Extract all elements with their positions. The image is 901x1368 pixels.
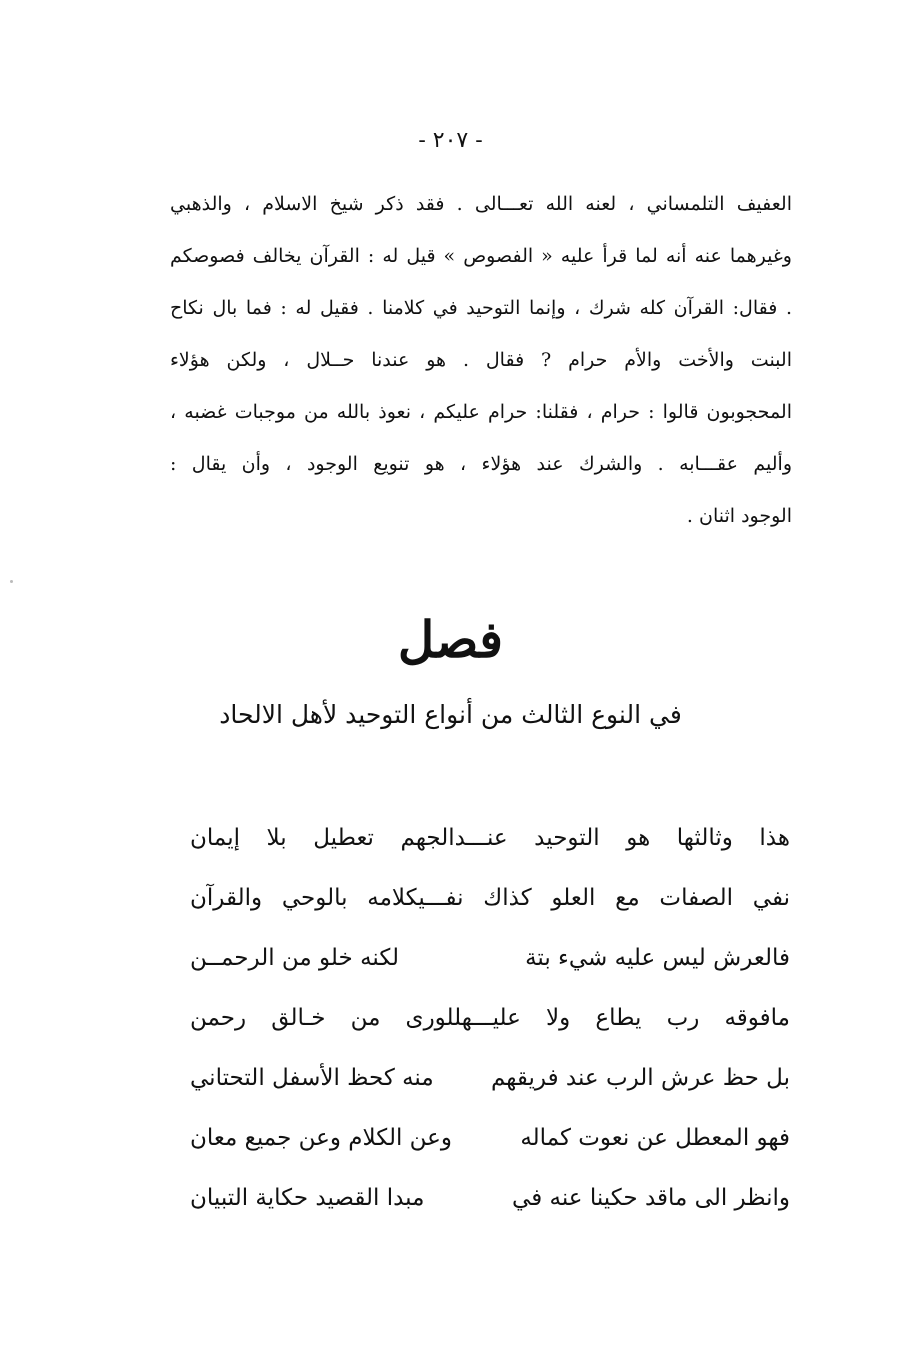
- section-subheading: في النوع الثالث من أنواع التوحيد لأهل الالحاد: [219, 700, 682, 729]
- verse-first-hemistich: هذا وثالثها هو التوحيد عنـــد: [454, 825, 790, 851]
- prose-line: وأليم عقـــابه . والشرك عند هؤلاء ، هو تنويع الوجود ، وأن يقال :: [170, 453, 792, 475]
- verse-first-hemistich: بل حظ عرش الرب عند فريقهم: [490, 1065, 790, 1091]
- prose-line: . فقال: القرآن كله شرك ، وإنما التوحيد في كلامنا . فقيل له : فما بال نكاح: [170, 297, 792, 319]
- verse-first-hemistich: فهو المعطل عن نعوت كماله: [520, 1125, 790, 1151]
- scan-speck: [10, 580, 13, 583]
- verse-second-hemistich: وعن الكلام وعن جميع معان: [190, 1125, 452, 1151]
- poem-verse: [190, 1168, 790, 1228]
- poem-verse: [190, 1048, 790, 1108]
- prose-line: العفيف التلمساني ، لعنه الله تعـــالى . فقد ذكر شيخ الاسلام ، والذهبي: [170, 193, 792, 215]
- verse-second-hemistich: منه كحظ الأسفل التحتاني: [190, 1065, 434, 1091]
- poem-verse: [190, 1108, 790, 1168]
- verse-second-hemistich: كلامه بالوحي والقرآن: [190, 885, 419, 911]
- poem-verse: [190, 988, 790, 1048]
- prose-line: البنت والأخت والأم حرام ? فقال . هو عندنا حــلال ، ولكن هؤلاء: [170, 349, 792, 371]
- verse-second-hemistich: مبدا القصيد حكاية التبيان: [190, 1185, 425, 1211]
- verse-first-hemistich: فالعرش ليس عليه شيء بتة: [525, 945, 790, 971]
- verse-first-hemistich: مافوقه رب يطاع ولا عليـــه: [461, 1005, 790, 1031]
- verse-first-hemistich: وانظر الى ماقد حكينا عنه في: [512, 1185, 790, 1211]
- verse-second-hemistich: لكنه خلو من الرحمــن: [190, 945, 400, 971]
- poem-verse: [190, 808, 790, 868]
- verse-second-hemistich: الجهم تعطيل بلا إيمان: [190, 825, 455, 851]
- poem-verse: [190, 928, 790, 988]
- prose-line: المحجوبون قالوا : حرام ، فقلنا: حرام عليكم ، نعوذ بالله من موجبات غضبه ،: [170, 401, 792, 423]
- poem: [190, 808, 790, 1228]
- verse-first-hemistich: نفي الصفات مع العلو كذاك نفـــي: [418, 885, 790, 911]
- page-number: - ٢٠٧ -: [418, 128, 483, 153]
- section-heading: فصل: [397, 610, 504, 669]
- prose-line: وغيرهما عنه أنه لما قرأ عليه « الفصوص » قيل له : القرآن يخالف فصوصكم: [170, 245, 792, 267]
- verse-second-hemistich: للورى من خـالق رحمن: [190, 1005, 462, 1031]
- poem-verse: [190, 868, 790, 928]
- prose-line: الوجود اثنان .: [686, 505, 792, 527]
- prose-paragraph: [170, 178, 792, 542]
